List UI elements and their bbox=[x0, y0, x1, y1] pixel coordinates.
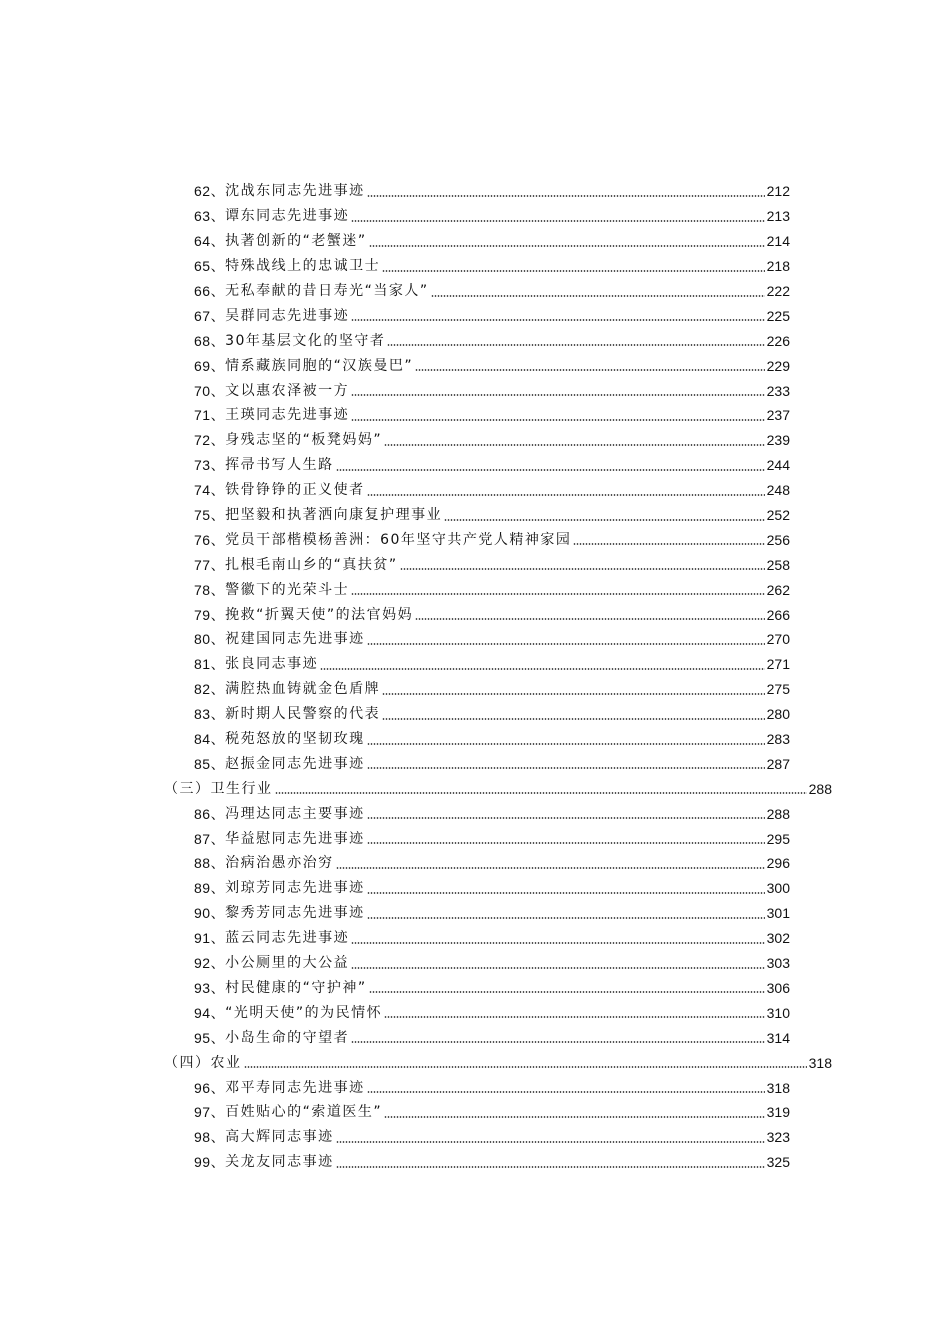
toc-entry-title: 挥帚书写人生路 bbox=[225, 457, 334, 474]
toc-entry-number: 67、 bbox=[194, 307, 226, 324]
toc-entry-number: 95、 bbox=[194, 1029, 226, 1046]
toc-entry[interactable] bbox=[194, 279, 790, 304]
toc-entry-title: 特殊战线上的忠诚卫士 bbox=[225, 258, 381, 275]
toc-section-heading[interactable] bbox=[164, 1050, 832, 1075]
toc-entry-number: 75、 bbox=[194, 507, 226, 524]
toc-entry-title: 蓝云同志先进事迹 bbox=[225, 930, 350, 947]
toc-entry[interactable] bbox=[194, 1000, 790, 1025]
toc-entry[interactable] bbox=[194, 303, 790, 328]
toc-entry-title: 小岛生命的守望者 bbox=[225, 1029, 350, 1046]
toc-dot-leader bbox=[369, 990, 765, 994]
toc-entry-title: 无私奉献的昔日寿光“当家人” bbox=[225, 283, 429, 299]
toc-page-number: 256 bbox=[766, 531, 790, 548]
toc-entry[interactable] bbox=[194, 826, 790, 851]
toc-entry-title: 治病治愚亦治穷 bbox=[225, 855, 334, 872]
toc-dot-leader bbox=[444, 518, 765, 522]
toc-page-number: 244 bbox=[766, 457, 790, 474]
toc-dot-leader bbox=[367, 916, 765, 920]
toc-entry-number: 69、 bbox=[194, 357, 226, 374]
toc-entry-number: 64、 bbox=[194, 233, 226, 250]
toc-dot-leader bbox=[336, 468, 765, 472]
toc-page-number: 306 bbox=[766, 979, 790, 996]
toc-entry-number: 83、 bbox=[194, 706, 226, 723]
toc-entry-number: 87、 bbox=[194, 830, 226, 847]
toc-page-number: 218 bbox=[766, 258, 790, 275]
toc-entry[interactable] bbox=[194, 179, 790, 204]
toc-entry[interactable] bbox=[194, 1075, 790, 1100]
toc-dot-leader bbox=[351, 941, 765, 945]
toc-dot-leader bbox=[382, 717, 765, 721]
toc-page-number: 248 bbox=[766, 482, 790, 499]
toc-page-number: 229 bbox=[766, 357, 790, 374]
toc-page-number: 262 bbox=[766, 581, 790, 598]
toc-entry-title: 关龙友同志事迹 bbox=[225, 1154, 334, 1171]
toc-entry[interactable] bbox=[194, 552, 790, 577]
toc-entry-number: 86、 bbox=[194, 805, 226, 822]
toc-entry[interactable] bbox=[194, 453, 790, 478]
toc-dot-leader bbox=[367, 493, 765, 497]
toc-dot-leader bbox=[384, 1115, 765, 1119]
toc-entry-number: 62、 bbox=[194, 183, 226, 200]
toc-entry-title: “光明天使”的为民情怀 bbox=[225, 1004, 383, 1021]
toc-page-number: 271 bbox=[766, 656, 790, 673]
toc-entry-number: 72、 bbox=[194, 432, 226, 449]
toc-page-number: 323 bbox=[766, 1129, 790, 1146]
toc-dot-leader bbox=[384, 443, 765, 447]
toc-entry-number: 82、 bbox=[194, 681, 226, 698]
toc-entry-number: 99、 bbox=[194, 1154, 226, 1171]
toc-dot-leader bbox=[387, 343, 764, 347]
toc-dot-leader bbox=[320, 667, 765, 671]
toc-dot-leader bbox=[351, 592, 765, 596]
toc-entry-title: 身残志坚的“板凳妈妈” bbox=[225, 432, 383, 449]
toc-dot-leader bbox=[382, 269, 765, 273]
toc-entry[interactable] bbox=[194, 503, 790, 528]
toc-entry-title: 百姓贴心的“索道医生” bbox=[225, 1104, 383, 1121]
table-of-contents bbox=[0, 179, 950, 1175]
toc-page-number: 280 bbox=[766, 706, 790, 723]
toc-page-number: 233 bbox=[766, 382, 790, 399]
toc-dot-leader bbox=[367, 742, 765, 746]
toc-entry-title: 满腔热血铸就金色盾牌 bbox=[225, 681, 381, 698]
toc-page-number: 214 bbox=[766, 233, 790, 250]
toc-dot-leader bbox=[367, 1090, 765, 1094]
toc-entry[interactable] bbox=[194, 652, 790, 677]
toc-section-title: （三）卫生行业 bbox=[164, 780, 273, 797]
toc-page-number: 325 bbox=[766, 1154, 790, 1171]
toc-page-number: 314 bbox=[766, 1029, 790, 1046]
toc-page-number: 212 bbox=[766, 183, 790, 200]
toc-entry-title: 黎秀芳同志先进事迹 bbox=[225, 905, 365, 922]
toc-dot-leader bbox=[400, 567, 765, 571]
toc-dot-leader bbox=[351, 393, 765, 397]
toc-entry-title: 吴群同志先进事迹 bbox=[225, 307, 350, 324]
toc-entry[interactable] bbox=[194, 876, 790, 901]
toc-page-number: 237 bbox=[766, 407, 790, 424]
toc-entry-number: 88、 bbox=[194, 855, 226, 872]
toc-dot-leader bbox=[367, 642, 765, 646]
toc-dot-leader bbox=[367, 816, 765, 820]
toc-dot-leader bbox=[351, 318, 765, 322]
toc-section-heading[interactable] bbox=[164, 776, 832, 801]
toc-page-number: 226 bbox=[766, 332, 790, 349]
toc-entry[interactable] bbox=[194, 378, 790, 403]
toc-entry-title: 刘琼芳同志先进事迹 bbox=[225, 880, 365, 897]
toc-dot-leader bbox=[573, 542, 764, 546]
toc-page-number: 270 bbox=[766, 631, 790, 648]
toc-entry-number: 68、 bbox=[194, 332, 226, 349]
toc-dot-leader bbox=[351, 1040, 765, 1044]
toc-dot-leader bbox=[367, 194, 765, 198]
toc-entry-number: 85、 bbox=[194, 755, 226, 772]
toc-page-number: 222 bbox=[766, 283, 790, 299]
toc-dot-leader bbox=[415, 368, 765, 372]
toc-entry[interactable] bbox=[194, 751, 790, 776]
toc-entry-number: 94、 bbox=[194, 1004, 226, 1021]
toc-entry[interactable] bbox=[194, 1025, 790, 1050]
toc-entry-number: 76、 bbox=[194, 531, 226, 548]
toc-entry[interactable] bbox=[194, 801, 790, 826]
toc-entry-number: 74、 bbox=[194, 482, 226, 499]
toc-dot-leader bbox=[382, 692, 765, 696]
toc-entry-number: 71、 bbox=[194, 407, 226, 424]
toc-entry-title: 小公厕里的大公益 bbox=[225, 955, 350, 972]
toc-dot-leader bbox=[244, 1065, 807, 1069]
toc-entry[interactable] bbox=[194, 627, 790, 652]
toc-entry-number: 90、 bbox=[194, 905, 226, 922]
toc-page-number: 295 bbox=[766, 830, 790, 847]
toc-page-number: 302 bbox=[766, 930, 790, 947]
toc-dot-leader bbox=[367, 841, 765, 845]
toc-page-number: 310 bbox=[766, 1004, 790, 1021]
toc-entry-title: 情系藏族同胞的“汉族曼巴” bbox=[225, 357, 414, 374]
toc-entry-title: 沈战东同志先进事迹 bbox=[225, 183, 365, 200]
toc-page-number: 239 bbox=[766, 432, 790, 449]
toc-entry-title: 王瑛同志先进事迹 bbox=[225, 407, 350, 424]
toc-page-number: 296 bbox=[766, 855, 790, 872]
toc-entry-number: 97、 bbox=[194, 1104, 226, 1121]
toc-dot-leader bbox=[367, 891, 765, 895]
toc-dot-leader bbox=[336, 1140, 765, 1144]
toc-entry-title: 高大辉同志事迹 bbox=[225, 1129, 334, 1146]
toc-entry-number: 78、 bbox=[194, 581, 226, 598]
toc-dot-leader bbox=[369, 244, 765, 248]
toc-entry-number: 81、 bbox=[194, 656, 226, 673]
toc-entry[interactable] bbox=[194, 1150, 790, 1175]
toc-dot-leader bbox=[351, 418, 765, 422]
toc-entry-title: 祝建国同志先进事迹 bbox=[225, 631, 365, 648]
toc-entry-title: 华益慰同志先进事迹 bbox=[225, 830, 365, 847]
toc-entry-title: 执著创新的“老蟹迷” bbox=[225, 233, 367, 250]
toc-entry-title: 税苑怒放的坚韧玫瑰 bbox=[225, 731, 365, 748]
toc-page-number: 301 bbox=[766, 905, 790, 922]
toc-entry-number: 79、 bbox=[194, 606, 226, 623]
toc-dot-leader bbox=[415, 617, 765, 621]
toc-page-number: 319 bbox=[766, 1104, 790, 1121]
toc-dot-leader bbox=[367, 766, 765, 770]
toc-entry[interactable] bbox=[194, 926, 790, 951]
toc-entry[interactable] bbox=[194, 1125, 790, 1150]
toc-page-number: 225 bbox=[766, 307, 790, 324]
toc-entry-number: 92、 bbox=[194, 955, 226, 972]
toc-entry-number: 96、 bbox=[194, 1079, 226, 1096]
toc-entry[interactable] bbox=[194, 328, 790, 353]
toc-entry[interactable] bbox=[194, 851, 790, 876]
toc-page-number: 303 bbox=[766, 955, 790, 972]
toc-dot-leader bbox=[275, 791, 807, 795]
toc-entry-number: 66、 bbox=[194, 283, 226, 299]
toc-entry-number: 89、 bbox=[194, 880, 226, 897]
toc-entry[interactable] bbox=[194, 428, 790, 453]
toc-entry[interactable] bbox=[194, 577, 790, 602]
toc-entry-title: 30年基层文化的坚守者 bbox=[225, 332, 386, 349]
toc-entry-number: 65、 bbox=[194, 258, 226, 275]
toc-page-number: 266 bbox=[766, 606, 790, 623]
toc-entry-number: 73、 bbox=[194, 457, 226, 474]
toc-entry-title: 张良同志事迹 bbox=[225, 656, 319, 673]
toc-entry-title: 把坚毅和执著洒向康复护理事业 bbox=[225, 507, 443, 524]
toc-entry[interactable] bbox=[194, 353, 790, 378]
toc-entry-number: 93、 bbox=[194, 979, 226, 996]
toc-entry[interactable] bbox=[194, 901, 790, 926]
toc-page-number: 252 bbox=[766, 507, 790, 524]
toc-entry-title: 冯理达同志主要事迹 bbox=[225, 805, 365, 822]
toc-entry[interactable] bbox=[194, 727, 790, 752]
toc-entry[interactable] bbox=[194, 204, 790, 229]
toc-page-number: 213 bbox=[766, 208, 790, 225]
toc-entry-title: 谭东同志先进事迹 bbox=[225, 208, 350, 225]
toc-entry-title: 邓平寿同志先进事迹 bbox=[225, 1079, 365, 1096]
toc-entry-number: 91、 bbox=[194, 930, 226, 947]
toc-entry-number: 80、 bbox=[194, 631, 226, 648]
toc-section-title: （四）农业 bbox=[164, 1054, 242, 1071]
toc-page-number: 318 bbox=[766, 1079, 790, 1096]
toc-dot-leader bbox=[351, 219, 765, 223]
toc-entry[interactable] bbox=[194, 229, 790, 254]
toc-entry[interactable] bbox=[194, 677, 790, 702]
toc-entry[interactable] bbox=[194, 403, 790, 428]
toc-page-number: 288 bbox=[766, 805, 790, 822]
toc-page-number: 283 bbox=[766, 731, 790, 748]
toc-entry-title: 新时期人民警察的代表 bbox=[225, 706, 381, 723]
toc-entry[interactable] bbox=[194, 976, 790, 1001]
toc-dot-leader bbox=[384, 1015, 765, 1019]
toc-entry-number: 98、 bbox=[194, 1129, 226, 1146]
toc-page-number: 275 bbox=[766, 681, 790, 698]
toc-dot-leader bbox=[336, 866, 765, 870]
toc-page-number: 288 bbox=[808, 780, 832, 797]
toc-entry-number: 84、 bbox=[194, 731, 226, 748]
toc-page-number: 258 bbox=[766, 556, 790, 573]
toc-entry-number: 70、 bbox=[194, 382, 226, 399]
toc-entry[interactable] bbox=[194, 254, 790, 279]
toc-entry-number: 63、 bbox=[194, 208, 226, 225]
toc-entry-title: 警徽下的光荣斗士 bbox=[225, 581, 350, 598]
toc-page-number: 287 bbox=[766, 755, 790, 772]
toc-dot-leader bbox=[351, 966, 765, 970]
toc-page-number: 318 bbox=[808, 1054, 832, 1071]
toc-entry-title: 村民健康的“守护神” bbox=[225, 979, 367, 996]
toc-entry[interactable] bbox=[194, 951, 790, 976]
toc-dot-leader bbox=[336, 1165, 765, 1169]
toc-entry[interactable] bbox=[194, 702, 790, 727]
toc-entry-title: 赵振金同志先进事迹 bbox=[225, 755, 365, 772]
toc-entry-title: 铁骨铮铮的正义使者 bbox=[225, 482, 365, 499]
toc-entry-title: 扎根毛南山乡的“真扶贫” bbox=[225, 556, 398, 573]
toc-entry-title: 党员干部楷模杨善洲：60年坚守共产党人精神家园 bbox=[225, 531, 572, 548]
toc-entry-number: 77、 bbox=[194, 556, 226, 573]
toc-dot-leader bbox=[431, 294, 765, 298]
toc-entry-title: 挽救“折翼天使”的法官妈妈 bbox=[225, 606, 414, 623]
toc-entry[interactable] bbox=[194, 527, 790, 552]
toc-entry-title: 文以惠农泽被一方 bbox=[225, 382, 350, 399]
toc-entry[interactable] bbox=[194, 478, 790, 503]
toc-entry[interactable] bbox=[194, 602, 790, 627]
toc-page-number: 300 bbox=[766, 880, 790, 897]
toc-entry[interactable] bbox=[194, 1100, 790, 1125]
